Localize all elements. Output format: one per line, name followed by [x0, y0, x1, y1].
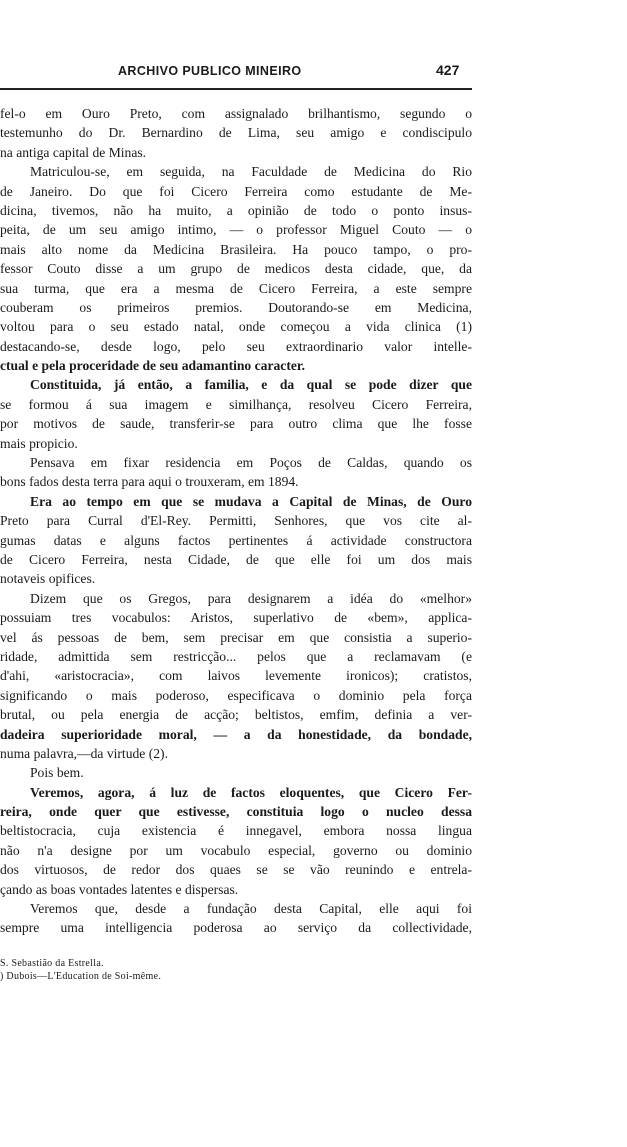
- text-line: Preto para Curral d'El-Rey. Permitti, Senhores, que vos cite al-: [0, 513, 472, 529]
- text-line: mais alto nome da Medicina Brasileira. Ha pouco tampo, o pro-: [0, 241, 472, 257]
- text-line: Pois bem.: [30, 765, 84, 781]
- text-line: fel-o em Ouro Preto, com assignalado brilhantismo, segundo o: [0, 106, 472, 121]
- text-line: na antiga capital de Minas.: [0, 144, 147, 160]
- text-line: sempre uma intelligencia poderosa ao serviço da collectividade,: [0, 920, 472, 936]
- header-rule: [0, 88, 472, 90]
- text-line: çando as boas vontades latentes e dispersas.: [0, 881, 239, 897]
- text-line: brutal, ou pela energia de acção; beltistos, emfim, definia a ver-: [0, 707, 472, 723]
- footnote: ) Dubois—L'Education de Soi-même.: [0, 971, 162, 982]
- text-line: notaveis opifices.: [0, 571, 96, 587]
- text-line: bons fados desta terra para aqui o trouxeram, em 1894.: [0, 474, 299, 490]
- footnote: S. Sebastião da Estrella.: [0, 958, 104, 969]
- text-line: testemunho do Dr. Bernardino de Lima, seu amigo e condiscipulo: [0, 125, 472, 141]
- text-line: não n'a designe por um vocabulo especial, governo ou dominio: [0, 842, 472, 858]
- text-line: Pensava em fixar residencia em Poços de Caldas, quando os: [30, 455, 472, 471]
- text-line: ctual e pela proceridade de seu adamantino caracter.: [0, 358, 306, 374]
- text-line: de Cicero Ferreira, nesta Cidade, de que elle foi um dos mais: [0, 551, 472, 567]
- text-line: Constituida, já então, a familia, e da qual se pode dizer que: [30, 377, 472, 393]
- text-line: significando o mais poderoso, especificava o dominio pela força: [0, 687, 472, 703]
- text-line: couberam os primeiros premios. Doutorando-se em Medicina,: [0, 299, 472, 315]
- text-line: Veremos que, desde a fundação desta Capital, elle aqui foi: [30, 901, 472, 917]
- text-line: reira, onde quer que estivesse, constituia logo o nucleo dessa: [0, 804, 472, 820]
- text-line: dicina, tivemos, não ha muito, a opinião de todo o ponto insus-: [0, 202, 472, 218]
- text-line: fessor Couto disse a um grupo de medicos desta cidade, que, da: [0, 261, 472, 277]
- text-line: sua turma, que era a mesma de Cicero Ferreira, a este sempre: [0, 280, 472, 296]
- text-line: Matriculou-se, em seguida, na Faculdade de Medicina do Rio: [30, 164, 472, 180]
- text-line: d'ahi, «aristocracia», com laivos levemente ironicos); cratistos,: [0, 668, 472, 684]
- text-line: por motivos de saude, transferir-se para outro clima que lhe fosse: [0, 416, 472, 432]
- text-line: de Janeiro. Do que foi Cicero Ferreira como estudante de Me-: [0, 183, 472, 199]
- text-line: destacando-se, desde logo, pelo seu extraordinario valor intelle-: [0, 338, 472, 354]
- running-header: [0, 62, 627, 84]
- header-title: ARCHIVO PUBLICO MINEIRO: [118, 64, 302, 78]
- text-line: ridade, admittida sem restricção... pelos que a reclamavam (e: [0, 648, 472, 664]
- footnotes: [0, 957, 472, 983]
- text-line: voltou para o seu estado natal, onde começou a vida clinica (1): [0, 319, 472, 335]
- text-line: dos virtuosos, de redor dos quaes se se vão reunindo e entrela-: [0, 862, 472, 878]
- page-number: 427: [436, 62, 460, 78]
- text-line: Era ao tempo em que se mudava a Capital de Minas, de Ouro: [30, 493, 472, 509]
- text-line: numa palavra,—da virtude (2).: [0, 745, 168, 761]
- text-line: peita, de um seu amigo intimo, — o professor Miguel Couto — o: [0, 222, 472, 238]
- body-text: [0, 104, 472, 938]
- text-line: gumas datas e alguns factos pertinentes á actividade constructora: [0, 532, 472, 548]
- text-line: Veremos, agora, á luz de factos eloquentes, que Cicero Fer-: [30, 784, 472, 800]
- text-line: beltistocracia, cuja existencia é innegavel, embora nossa lingua: [0, 823, 472, 839]
- text-line: dadeira superioridade moral, — a da honestidade, da bondade,: [0, 726, 472, 742]
- text-line: possuiam tres vocabulos: Aristos, superlativo de «bem», applica-: [0, 610, 472, 626]
- text-line: Dizem que os Gregos, para designarem a idéa do «melhor»: [30, 590, 472, 606]
- text-line: mais propicio.: [0, 435, 78, 451]
- text-line: vel ás pessoas de bem, sem precisar em que consistia a superio-: [0, 629, 472, 645]
- text-line: se formou á sua imagem e similhança, resolveu Cicero Ferreira,: [0, 396, 472, 412]
